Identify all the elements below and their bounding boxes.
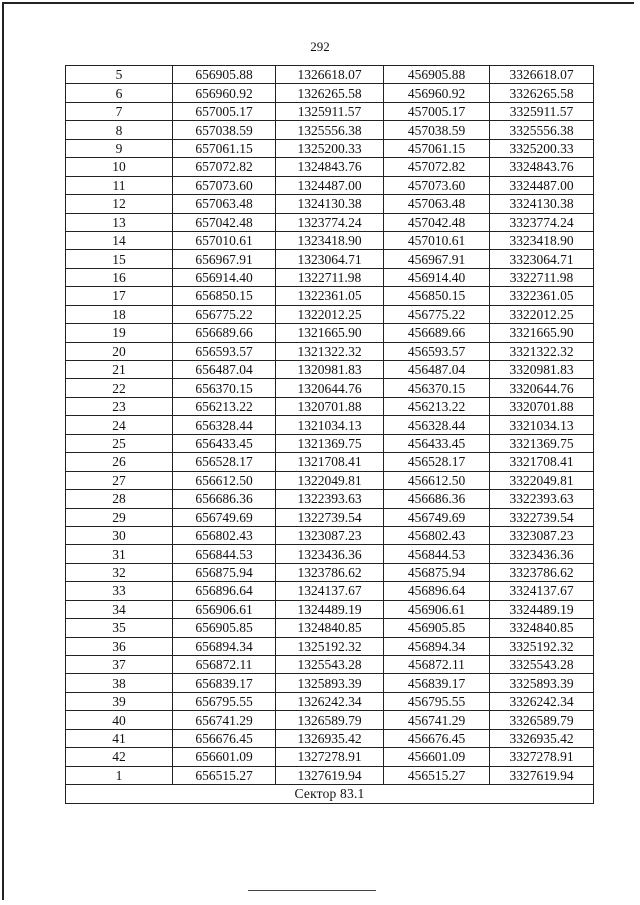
y2-cell: 3325893.39 <box>490 674 594 692</box>
point-number-cell: 17 <box>66 287 173 305</box>
y2-cell: 3321369.75 <box>490 434 594 452</box>
y1-cell: 1325192.32 <box>276 637 384 655</box>
table-row <box>66 748 594 766</box>
y1-cell: 1320981.83 <box>276 361 384 379</box>
y1-cell: 1321034.13 <box>276 416 384 434</box>
point-number-cell: 10 <box>66 158 173 176</box>
point-number-cell: 20 <box>66 342 173 360</box>
point-number-cell: 39 <box>66 692 173 710</box>
x1-cell: 656872.11 <box>173 656 276 674</box>
table-row <box>66 619 594 637</box>
y1-cell: 1327278.91 <box>276 748 384 766</box>
y2-cell: 3324840.85 <box>490 619 594 637</box>
point-number-cell: 12 <box>66 195 173 213</box>
table-row <box>66 250 594 268</box>
y2-cell: 3325556.38 <box>490 121 594 139</box>
x2-cell: 456612.50 <box>384 471 490 489</box>
x1-cell: 656749.69 <box>173 508 276 526</box>
y1-cell: 1323786.62 <box>276 563 384 581</box>
y1-cell: 1326242.34 <box>276 692 384 710</box>
y2-cell: 3320981.83 <box>490 361 594 379</box>
x2-cell: 456775.22 <box>384 305 490 323</box>
y2-cell: 3324843.76 <box>490 158 594 176</box>
x2-cell: 457005.17 <box>384 102 490 120</box>
table-row <box>66 342 594 360</box>
y1-cell: 1320644.76 <box>276 379 384 397</box>
y2-cell: 3327278.91 <box>490 748 594 766</box>
point-number-cell: 40 <box>66 711 173 729</box>
y1-cell: 1322739.54 <box>276 508 384 526</box>
y1-cell: 1323064.71 <box>276 250 384 268</box>
y2-cell: 3326618.07 <box>490 66 594 84</box>
y2-cell: 3325543.28 <box>490 656 594 674</box>
x1-cell: 656601.09 <box>173 748 276 766</box>
x2-cell: 456749.69 <box>384 508 490 526</box>
x1-cell: 656612.50 <box>173 471 276 489</box>
point-number-cell: 16 <box>66 268 173 286</box>
x2-cell: 457072.82 <box>384 158 490 176</box>
y1-cell: 1325911.57 <box>276 102 384 120</box>
y2-cell: 3325911.57 <box>490 102 594 120</box>
y1-cell: 1325200.33 <box>276 139 384 157</box>
y2-cell: 3326265.58 <box>490 84 594 102</box>
y2-cell: 3327619.94 <box>490 766 594 784</box>
point-number-cell: 7 <box>66 102 173 120</box>
y1-cell: 1322393.63 <box>276 490 384 508</box>
x2-cell: 456844.53 <box>384 545 490 563</box>
table-row <box>66 139 594 157</box>
x1-cell: 656328.44 <box>173 416 276 434</box>
y2-cell: 3325200.33 <box>490 139 594 157</box>
x2-cell: 457042.48 <box>384 213 490 231</box>
x2-cell: 457061.15 <box>384 139 490 157</box>
point-number-cell: 41 <box>66 729 173 747</box>
y2-cell: 3321322.32 <box>490 342 594 360</box>
x2-cell: 456960.92 <box>384 84 490 102</box>
x1-cell: 656802.43 <box>173 526 276 544</box>
point-number-cell: 8 <box>66 121 173 139</box>
point-number-cell: 27 <box>66 471 173 489</box>
x1-cell: 656370.15 <box>173 379 276 397</box>
y1-cell: 1324130.38 <box>276 195 384 213</box>
y1-cell: 1322012.25 <box>276 305 384 323</box>
y2-cell: 3323786.62 <box>490 563 594 581</box>
x2-cell: 456905.85 <box>384 619 490 637</box>
table-row <box>66 471 594 489</box>
x1-cell: 656906.61 <box>173 600 276 618</box>
x2-cell: 456905.88 <box>384 66 490 84</box>
point-number-cell: 31 <box>66 545 173 563</box>
y2-cell: 3323087.23 <box>490 526 594 544</box>
point-number-cell: 24 <box>66 416 173 434</box>
x1-cell: 657063.48 <box>173 195 276 213</box>
x1-cell: 656844.53 <box>173 545 276 563</box>
x1-cell: 657010.61 <box>173 231 276 249</box>
x2-cell: 456875.94 <box>384 563 490 581</box>
y2-cell: 3324137.67 <box>490 582 594 600</box>
point-number-cell: 38 <box>66 674 173 692</box>
point-number-cell: 22 <box>66 379 173 397</box>
scan-artifact-line <box>248 890 376 891</box>
table-row <box>66 84 594 102</box>
x1-cell: 656905.85 <box>173 619 276 637</box>
x1-cell: 656875.94 <box>173 563 276 581</box>
x1-cell: 656967.91 <box>173 250 276 268</box>
y2-cell: 3323436.36 <box>490 545 594 563</box>
x1-cell: 656593.57 <box>173 342 276 360</box>
x1-cell: 656839.17 <box>173 674 276 692</box>
coordinates-table <box>65 65 594 804</box>
table-row <box>66 729 594 747</box>
x1-cell: 656676.45 <box>173 729 276 747</box>
x1-cell: 656914.40 <box>173 268 276 286</box>
point-number-cell: 21 <box>66 361 173 379</box>
x2-cell: 457038.59 <box>384 121 490 139</box>
y1-cell: 1325556.38 <box>276 121 384 139</box>
table-row <box>66 545 594 563</box>
point-number-cell: 34 <box>66 600 173 618</box>
y1-cell: 1325543.28 <box>276 656 384 674</box>
y1-cell: 1320701.88 <box>276 397 384 415</box>
table-row <box>66 600 594 618</box>
x1-cell: 656528.17 <box>173 453 276 471</box>
y2-cell: 3322012.25 <box>490 305 594 323</box>
table-row <box>66 766 594 784</box>
table-row <box>66 508 594 526</box>
table-row <box>66 121 594 139</box>
point-number-cell: 33 <box>66 582 173 600</box>
point-number-cell: 1 <box>66 766 173 784</box>
x1-cell: 656896.64 <box>173 582 276 600</box>
y2-cell: 3322049.81 <box>490 471 594 489</box>
y1-cell: 1321708.41 <box>276 453 384 471</box>
y1-cell: 1324489.19 <box>276 600 384 618</box>
table-row <box>66 434 594 452</box>
x1-cell: 657073.60 <box>173 176 276 194</box>
y2-cell: 3322711.98 <box>490 268 594 286</box>
y1-cell: 1326618.07 <box>276 66 384 84</box>
y1-cell: 1321665.90 <box>276 324 384 342</box>
y1-cell: 1326265.58 <box>276 84 384 102</box>
x2-cell: 456515.27 <box>384 766 490 784</box>
x1-cell: 656795.55 <box>173 692 276 710</box>
table-row <box>66 582 594 600</box>
y1-cell: 1321369.75 <box>276 434 384 452</box>
x2-cell: 456850.15 <box>384 287 490 305</box>
table-row <box>66 563 594 581</box>
y2-cell: 3324487.00 <box>490 176 594 194</box>
point-number-cell: 42 <box>66 748 173 766</box>
x2-cell: 456741.29 <box>384 711 490 729</box>
x1-cell: 656213.22 <box>173 397 276 415</box>
x2-cell: 456689.66 <box>384 324 490 342</box>
y2-cell: 3325192.32 <box>490 637 594 655</box>
x1-cell: 656433.45 <box>173 434 276 452</box>
point-number-cell: 32 <box>66 563 173 581</box>
x1-cell: 656775.22 <box>173 305 276 323</box>
x2-cell: 456686.36 <box>384 490 490 508</box>
x2-cell: 456795.55 <box>384 692 490 710</box>
table-row <box>66 674 594 692</box>
y2-cell: 3326935.42 <box>490 729 594 747</box>
point-number-cell: 35 <box>66 619 173 637</box>
sector-row <box>66 785 594 803</box>
x1-cell: 656689.66 <box>173 324 276 342</box>
x1-cell: 657072.82 <box>173 158 276 176</box>
y2-cell: 3323064.71 <box>490 250 594 268</box>
x1-cell: 657005.17 <box>173 102 276 120</box>
point-number-cell: 19 <box>66 324 173 342</box>
y1-cell: 1322711.98 <box>276 268 384 286</box>
x1-cell: 656850.15 <box>173 287 276 305</box>
x2-cell: 456839.17 <box>384 674 490 692</box>
x1-cell: 656960.92 <box>173 84 276 102</box>
point-number-cell: 23 <box>66 397 173 415</box>
point-number-cell: 30 <box>66 526 173 544</box>
x2-cell: 456593.57 <box>384 342 490 360</box>
table-row <box>66 176 594 194</box>
point-number-cell: 37 <box>66 656 173 674</box>
point-number-cell: 28 <box>66 490 173 508</box>
x1-cell: 656905.88 <box>173 66 276 84</box>
y2-cell: 3320644.76 <box>490 379 594 397</box>
y1-cell: 1324487.00 <box>276 176 384 194</box>
x1-cell: 656515.27 <box>173 766 276 784</box>
x2-cell: 456213.22 <box>384 397 490 415</box>
table-row <box>66 231 594 249</box>
point-number-cell: 36 <box>66 637 173 655</box>
y1-cell: 1323418.90 <box>276 231 384 249</box>
table-row <box>66 158 594 176</box>
y2-cell: 3324130.38 <box>490 195 594 213</box>
x2-cell: 456894.34 <box>384 637 490 655</box>
x1-cell: 657038.59 <box>173 121 276 139</box>
point-number-cell: 18 <box>66 305 173 323</box>
table-row <box>66 195 594 213</box>
y2-cell: 3322739.54 <box>490 508 594 526</box>
table-row <box>66 268 594 286</box>
x1-cell: 656686.36 <box>173 490 276 508</box>
y1-cell: 1323087.23 <box>276 526 384 544</box>
y2-cell: 3324489.19 <box>490 600 594 618</box>
y1-cell: 1324843.76 <box>276 158 384 176</box>
table-row <box>66 490 594 508</box>
y1-cell: 1327619.94 <box>276 766 384 784</box>
point-number-cell: 15 <box>66 250 173 268</box>
x1-cell: 656894.34 <box>173 637 276 655</box>
y1-cell: 1323436.36 <box>276 545 384 563</box>
y2-cell: 3326242.34 <box>490 692 594 710</box>
x2-cell: 456872.11 <box>384 656 490 674</box>
x2-cell: 456328.44 <box>384 416 490 434</box>
coordinates-table-body <box>66 66 594 785</box>
point-number-cell: 5 <box>66 66 173 84</box>
x2-cell: 456528.17 <box>384 453 490 471</box>
x2-cell: 456676.45 <box>384 729 490 747</box>
x2-cell: 456487.04 <box>384 361 490 379</box>
point-number-cell: 9 <box>66 139 173 157</box>
x2-cell: 457073.60 <box>384 176 490 194</box>
table-row <box>66 656 594 674</box>
y2-cell: 3321665.90 <box>490 324 594 342</box>
sector-label: Сектор 83.1 <box>66 785 594 803</box>
y2-cell: 3323418.90 <box>490 231 594 249</box>
table-row <box>66 397 594 415</box>
table-row <box>66 213 594 231</box>
y2-cell: 3321708.41 <box>490 453 594 471</box>
table-row <box>66 453 594 471</box>
table-row <box>66 305 594 323</box>
point-number-cell: 14 <box>66 231 173 249</box>
y1-cell: 1325893.39 <box>276 674 384 692</box>
y2-cell: 3323774.24 <box>490 213 594 231</box>
table-row <box>66 526 594 544</box>
x2-cell: 457010.61 <box>384 231 490 249</box>
x1-cell: 656487.04 <box>173 361 276 379</box>
x2-cell: 456802.43 <box>384 526 490 544</box>
y1-cell: 1322361.05 <box>276 287 384 305</box>
table-row <box>66 361 594 379</box>
x1-cell: 657061.15 <box>173 139 276 157</box>
y2-cell: 3321034.13 <box>490 416 594 434</box>
x2-cell: 456914.40 <box>384 268 490 286</box>
table-row <box>66 102 594 120</box>
point-number-cell: 26 <box>66 453 173 471</box>
y1-cell: 1326935.42 <box>276 729 384 747</box>
y1-cell: 1326589.79 <box>276 711 384 729</box>
y1-cell: 1321322.32 <box>276 342 384 360</box>
y1-cell: 1323774.24 <box>276 213 384 231</box>
x1-cell: 656741.29 <box>173 711 276 729</box>
table-row <box>66 379 594 397</box>
x2-cell: 456967.91 <box>384 250 490 268</box>
y1-cell: 1324840.85 <box>276 619 384 637</box>
x2-cell: 456433.45 <box>384 434 490 452</box>
table-row <box>66 324 594 342</box>
y2-cell: 3322393.63 <box>490 490 594 508</box>
x2-cell: 457063.48 <box>384 195 490 213</box>
table-row <box>66 637 594 655</box>
point-number-cell: 25 <box>66 434 173 452</box>
y2-cell: 3326589.79 <box>490 711 594 729</box>
x2-cell: 456896.64 <box>384 582 490 600</box>
table-row <box>66 692 594 710</box>
point-number-cell: 13 <box>66 213 173 231</box>
table-row <box>66 66 594 84</box>
point-number-cell: 11 <box>66 176 173 194</box>
y2-cell: 3320701.88 <box>490 397 594 415</box>
point-number-cell: 6 <box>66 84 173 102</box>
y2-cell: 3322361.05 <box>490 287 594 305</box>
y1-cell: 1324137.67 <box>276 582 384 600</box>
table-row <box>66 287 594 305</box>
page-number: 292 <box>310 39 330 54</box>
x2-cell: 456906.61 <box>384 600 490 618</box>
y1-cell: 1322049.81 <box>276 471 384 489</box>
x1-cell: 657042.48 <box>173 213 276 231</box>
point-number-cell: 29 <box>66 508 173 526</box>
x2-cell: 456370.15 <box>384 379 490 397</box>
table-row <box>66 416 594 434</box>
table-row <box>66 711 594 729</box>
x2-cell: 456601.09 <box>384 748 490 766</box>
